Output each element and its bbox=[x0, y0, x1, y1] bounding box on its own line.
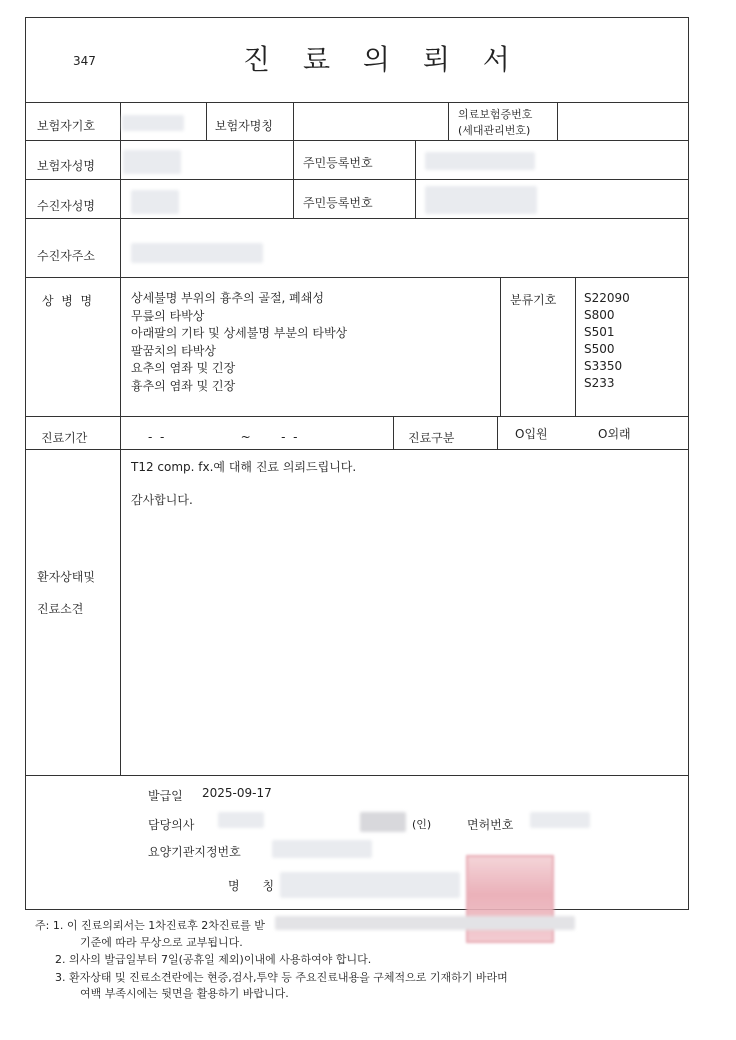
note-1a: 주: 1. 이 진료의뢰서는 1차진료후 2차진료를 받 bbox=[35, 919, 265, 932]
label-condition-1: 환자상태및 bbox=[37, 570, 95, 584]
code-item: S233 bbox=[584, 376, 615, 390]
label-insured-name: 보험자성명 bbox=[37, 159, 95, 173]
code-item: S800 bbox=[584, 308, 615, 322]
col-line bbox=[497, 416, 498, 449]
col-line bbox=[575, 277, 576, 416]
redacted-insured-name bbox=[123, 150, 181, 174]
code-item: S501 bbox=[584, 325, 615, 339]
row-line bbox=[25, 277, 688, 278]
label-condition-2: 진료소견 bbox=[37, 602, 84, 616]
issue-date-value: 2025-09-17 bbox=[202, 786, 272, 800]
code-item: S3350 bbox=[584, 359, 623, 373]
diagnosis-item: 아래팔의 기타 및 상세불명 부분의 타박상 bbox=[131, 326, 348, 340]
document-title: 진 료 의 뢰 서 bbox=[243, 43, 522, 76]
label-insurer-name: 보험자명칭 bbox=[215, 119, 273, 133]
note-1b: 기준에 따라 무상으로 교부됩니다. bbox=[80, 936, 243, 949]
redacted-patient-name bbox=[131, 190, 179, 214]
col-line bbox=[557, 102, 558, 140]
col-line bbox=[448, 102, 449, 140]
redacted-signature bbox=[360, 812, 406, 832]
redacted-resident-number bbox=[425, 152, 535, 170]
code-list bbox=[584, 290, 630, 392]
diagnosis-item: 상세불명 부위의 흉추의 골절, 폐쇄성 bbox=[131, 291, 324, 305]
note-2: 2. 의사의 발급일부터 7일(공휴일 제외)이내에 사용하여야 합니다. bbox=[55, 953, 372, 966]
col-line bbox=[293, 102, 294, 140]
label-resident-number: 주민등록번호 bbox=[303, 156, 373, 170]
note-3b: 여백 부족시에는 뒷면을 활용하기 바랍니다. bbox=[80, 987, 289, 1000]
redacted-patient-address bbox=[131, 243, 263, 263]
label-diagnosis: 상 병 명 bbox=[42, 294, 93, 308]
seal-label: (인) bbox=[412, 818, 432, 831]
col-line bbox=[206, 102, 207, 140]
col-line bbox=[500, 277, 501, 416]
redacted-note-text bbox=[275, 916, 575, 930]
option-outpatient: O외래 bbox=[598, 427, 631, 441]
opinion-line-2: 감사합니다. bbox=[131, 493, 193, 507]
redacted-resident-number-2 bbox=[425, 186, 537, 214]
row-line bbox=[25, 102, 688, 103]
diagnosis-item: 무릎의 타박상 bbox=[131, 308, 205, 323]
redacted-license-number bbox=[530, 812, 590, 828]
document-number: 347 bbox=[73, 54, 96, 68]
diagnosis-item: 흉추의 염좌 및 긴장 bbox=[131, 378, 236, 393]
label-doctor: 담당의사 bbox=[148, 818, 195, 832]
row-line bbox=[25, 218, 688, 219]
row-line bbox=[25, 179, 688, 180]
label-household-number: (세대관리번호) bbox=[458, 124, 531, 137]
diagnosis-item: 팔꿈치의 타박상 bbox=[131, 343, 216, 358]
code-item: S22090 bbox=[584, 291, 630, 305]
label-institution-code: 요양기관지정번호 bbox=[148, 845, 241, 859]
label-institution-name: 명 칭 bbox=[228, 879, 275, 893]
col-line bbox=[120, 102, 121, 776]
col-line bbox=[293, 140, 294, 218]
label-issue-date: 발급일 bbox=[148, 789, 183, 803]
option-inpatient: O입원 bbox=[515, 427, 548, 441]
col-line bbox=[415, 140, 416, 218]
label-treatment-type: 진료구분 bbox=[408, 431, 455, 445]
label-insurance-card-number: 의료보험증번호 bbox=[458, 108, 533, 121]
label-patient-name: 수진자성명 bbox=[37, 199, 95, 213]
row-line bbox=[25, 449, 688, 450]
opinion-line-1: T12 comp. fx.예 대해 진료 의뢰드립니다. bbox=[131, 460, 357, 474]
row-line bbox=[25, 416, 688, 417]
redacted-institution-code bbox=[272, 840, 372, 858]
label-patient-address: 수진자주소 bbox=[37, 249, 95, 263]
treatment-period-value: - - ~ - - bbox=[148, 430, 298, 444]
label-license-number: 면허번호 bbox=[467, 818, 514, 832]
diagnosis-list bbox=[131, 290, 347, 395]
row-line bbox=[25, 775, 688, 776]
redacted-insurer-code bbox=[122, 115, 184, 131]
label-classification-code: 분류기호 bbox=[510, 293, 557, 307]
col-line bbox=[393, 416, 394, 449]
diagnosis-item: 요추의 염좌 및 긴장 bbox=[131, 361, 236, 375]
code-item: S500 bbox=[584, 342, 615, 356]
label-resident-number-2: 주민등록번호 bbox=[303, 196, 373, 210]
redacted-doctor-name bbox=[218, 812, 264, 828]
label-insurer-code: 보험자기호 bbox=[37, 119, 95, 133]
label-treatment-period: 진료기간 bbox=[41, 431, 88, 445]
redacted-institution-name bbox=[280, 872, 460, 898]
note-3a: 3. 환자상태 및 진료소견란에는 현증,검사,투약 등 주요진료내용을 구체적으로 기재하기 바라며 bbox=[55, 971, 508, 984]
row-line bbox=[25, 140, 688, 141]
